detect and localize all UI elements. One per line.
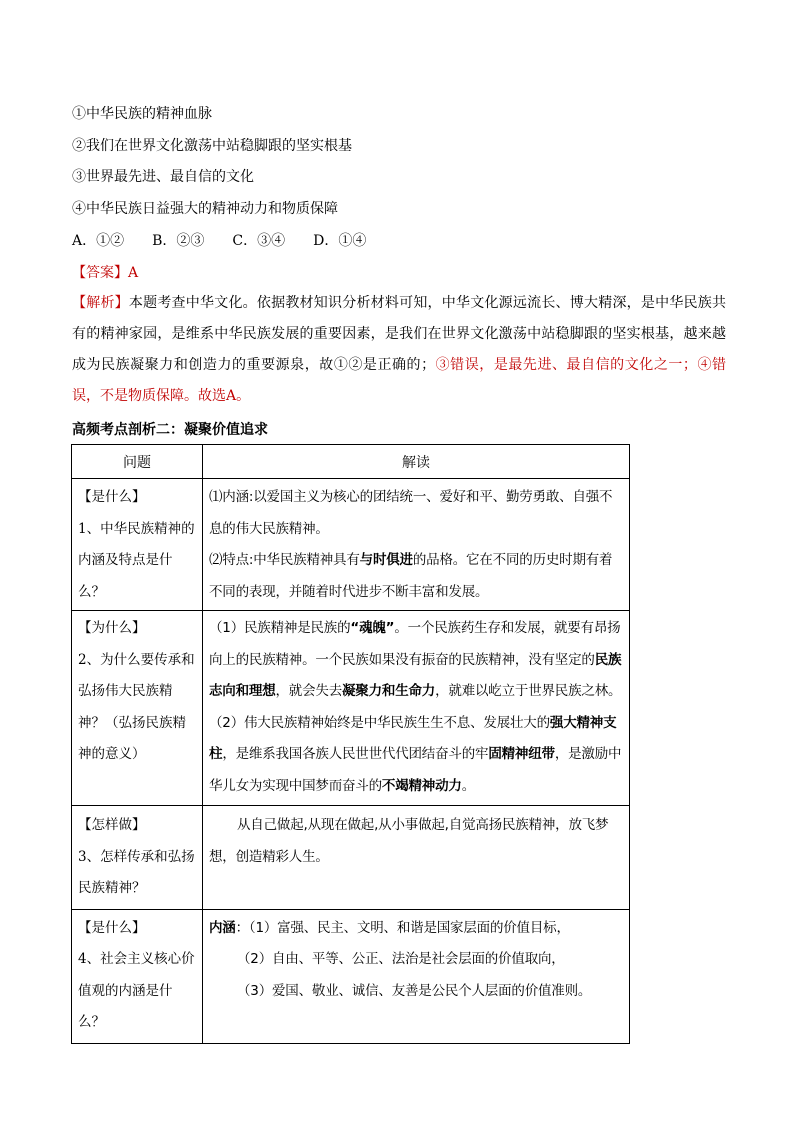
answer-text: ，是激励中华儿女为实现中国梦而奋斗的 [209,746,622,794]
analysis-text-red: ③错误，是最先进、最自信的文化之一；④错误，不是物质保障。故选A。 [72,357,727,404]
answer-point-1: 从自己做起,从现在做起,从小事做起,自觉高扬民族精神，放飞梦想，创造精彩人生。 [209,817,609,865]
answer-text: 。一个民族药生存和发展，就要有昂扬向上的民族精神。一个民族如果没有振奋的民族精神，没有坚定的 [209,620,621,668]
question-cell [72,909,203,1043]
answer-text: ，就难以屹立于世界民族之林。 [435,683,622,699]
answer-emphasis: 强大精神支柱 [209,714,617,762]
table-row [72,611,630,806]
table-row [72,806,630,910]
question-tag: 【怎样做】 [78,817,146,833]
answer-emphasis: 民族志向和理想 [209,651,622,699]
option-2: ②我们在世界文化激荡中站稳脚跟的坚实根基 [72,138,352,154]
question-tag: 【为什么】 [78,620,146,636]
answer-choices: A．①② B．②③ C．③④ D．①④ [72,233,367,249]
answer-point-2 [209,708,623,803]
answer-text: 的品格。它在不同的历史时期有着不同的表现，并随着时代进步不断丰富和发展。 [209,552,613,600]
answer-text: ⑵特点:中华民族精神具有 [209,552,360,568]
answer-cell [203,611,630,806]
answer-emphasis: 与时俱进 [359,552,413,568]
answer-cell [203,479,630,611]
question-tag: 【是什么】 [78,489,146,505]
question-tag: 【是什么】 [78,919,146,936]
question-cell [72,479,203,611]
answer-cell [203,806,630,910]
answer-emphasis: “魂魄” [350,620,395,636]
knowledge-table [71,444,630,1044]
answer-text: ，是维系我国各族人民世世代代团结奋斗的牢 [222,746,489,762]
answer-point-1 [209,613,623,708]
table-header-row [72,445,630,479]
section-heading: 高频考点剖析二：凝聚价值追求 [72,422,268,438]
answer-emphasis: 内涵 [209,919,236,936]
answer-text: （2）伟大民族精神始终是中华民族生生不息、发展壮大的 [209,714,550,731]
question-text: 3、怎样传承和弘扬民族精神？ [78,848,195,896]
answer-emphasis: 凝聚力和生命力 [342,683,436,699]
answer-point-2 [209,545,623,608]
analysis-label: 【解析】 [72,295,129,311]
question-text: 1、中华民族精神的内涵及特点是什么？ [78,520,195,600]
answer-value: A [128,265,139,281]
table-row [72,479,630,611]
analysis-paragraph [72,288,726,412]
option-4: ④中华民族日益强大的精神动力和物质保障 [72,201,338,217]
option-1: ①中华民族的精神血脉 [72,106,212,122]
table-header-interpretation: 解读 [203,445,630,479]
answer-point-1: ⑴内涵:以爱国主义为核心的团结统一、爱好和平、勤劳勇敢、自强不息的伟大民族精神。 [209,489,613,537]
answer-text: 。 [461,777,476,794]
analysis-text-main: 本题考查中华文化。依据教材知识分析材料可知，中华文化源远流长、博大精深，是中华民族共有的精神家园，是维系中华民族发展的重要因素，是我们在世界文化激荡中站稳脚跟的坚实根基，越来越成为民族凝聚力和创造力的重要源泉，故①②是正确的； [72,295,726,373]
question-text: 4、社会主义核心价值观的内涵是什么？ [78,951,195,1030]
option-3: ③世界最先进、最自信的文化 [72,169,254,185]
answer-line [72,262,138,282]
answer-text: ：（1）富强、民主、文明、和谐是国家层面的价值目标， [235,919,570,936]
answer-cell [203,909,630,1043]
answer-point-3: （3）爱国、敬业、诚信、友善是公民个人层面的价值准则。 [237,982,592,999]
answer-text: ，就会失去 [275,683,342,699]
answer-text: （1）民族精神是民族的 [209,620,351,636]
table-header-question: 问题 [72,445,203,479]
answer-point-1 [209,913,623,945]
question-cell [72,611,203,806]
question-text: 2、为什么要传承和弘扬伟大民族精神？（弘扬民族精神的意义） [78,651,195,762]
answer-emphasis: 固精神纽带 [488,746,555,762]
answer-point-2: （2）自由、平等、公正、法治是社会层面的价值取向， [237,951,565,967]
question-cell [72,806,203,910]
table-row [72,909,630,1043]
answer-emphasis: 不竭精神动力 [381,777,462,794]
answer-label: 【答案】 [72,265,128,281]
